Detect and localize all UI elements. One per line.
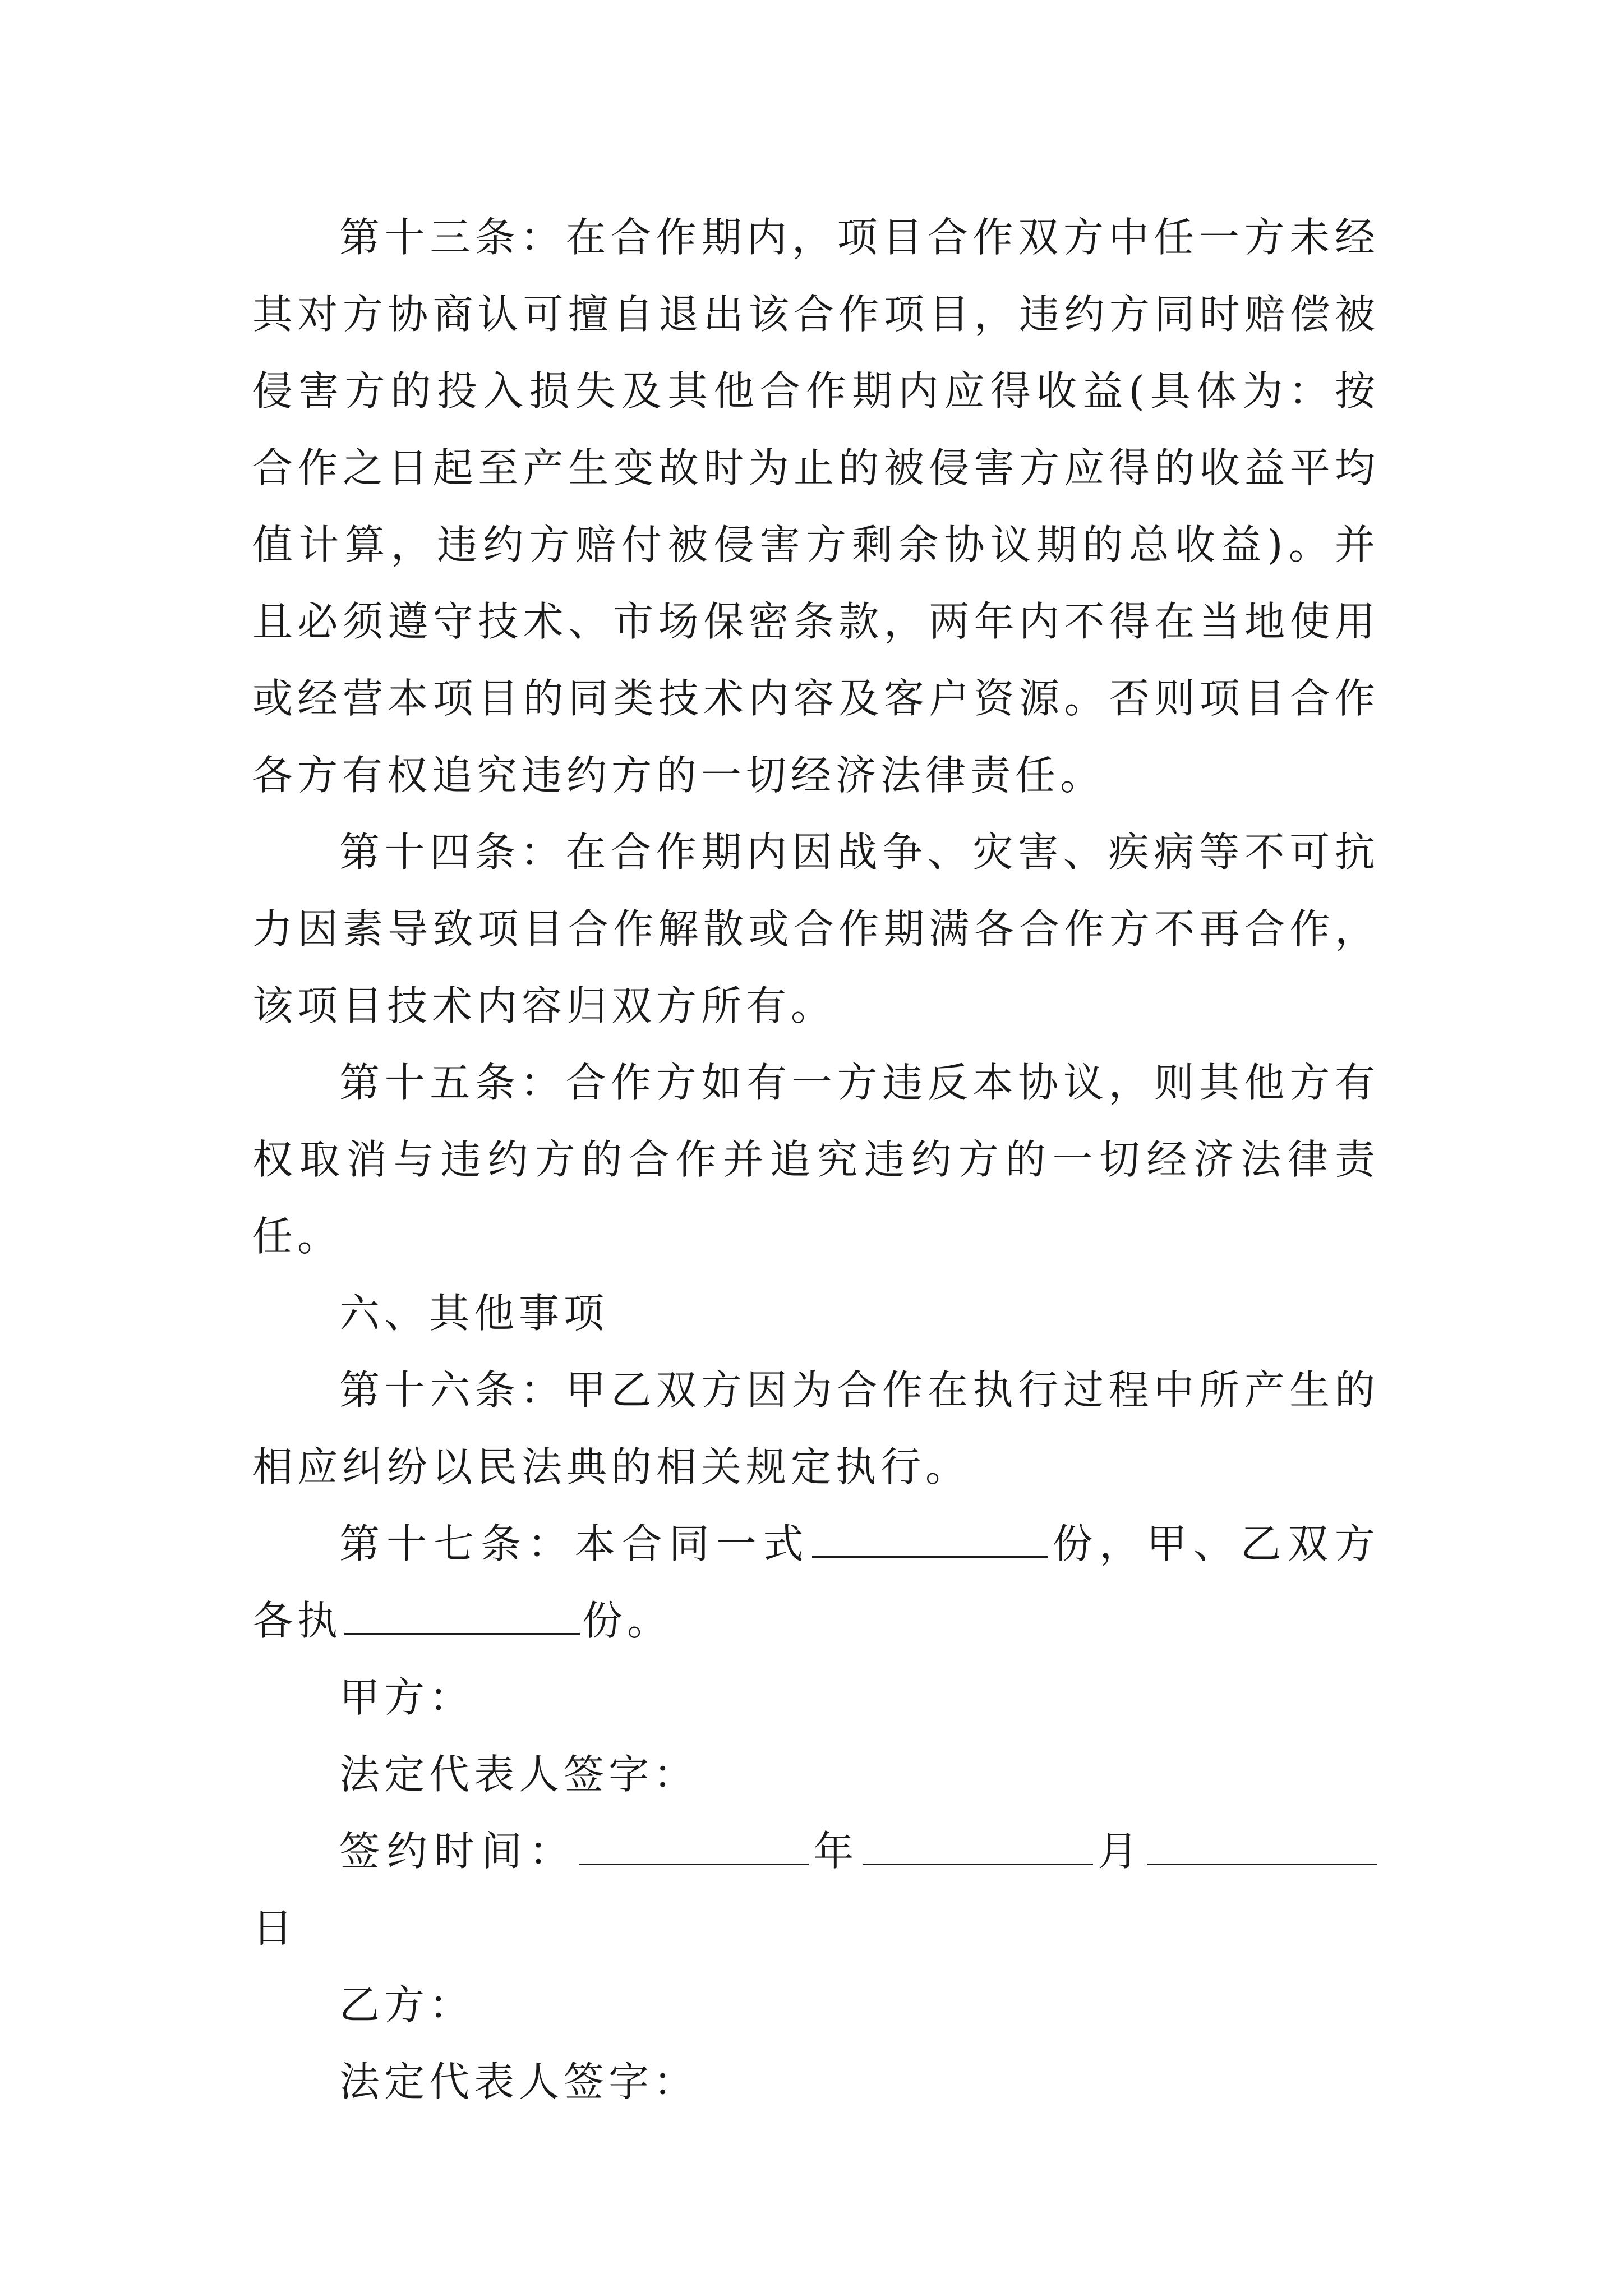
article-15: 第十五条：合作方如有一方违反本协议，则其他方有权取消与违约方的合作并追究违约方的一切经济法律责任。 (252, 1059, 1380, 1260)
article-17-text-1: 第十七条：本合同一式 (339, 1520, 810, 1567)
article-17-text-2: 份，甲、乙双方各执 (252, 1520, 1380, 1644)
article-17 (252, 1506, 1380, 1659)
party-a-representative-label: 法定代表人签字： (339, 1751, 699, 1798)
party-b-representative-label: 法定代表人签字： (339, 2058, 699, 2105)
document-page (252, 199, 1380, 2120)
month-blank[interactable] (863, 1830, 1093, 1865)
signing-date-line (252, 1813, 1380, 1967)
article-14: 第十四条：在合作期内因战争、灾害、疾病等不可抗力因素导致项目合作解散或合作期满各合作方不再合作，该项目技术内容归双方所有。 (252, 829, 1380, 1029)
day-blank[interactable] (1147, 1830, 1377, 1865)
article-16: 第十六条：甲乙双方因为合作在执行过程中所产生的相应纠纷以民法典的相关规定执行。 (252, 1366, 1380, 1490)
party-a-label: 甲方： (339, 1674, 474, 1721)
month-label: 月 (1095, 1828, 1145, 1875)
section-heading-other-matters: 六、其他事项 (339, 1290, 609, 1337)
article-13: 第十三条：在合作期内，项目合作双方中任一方未经其对方协商认可擅自退出该合作项目，违约方同时赔偿被侵害方的投入损失及其他合作期内应得收益(具体为：按合作之日起至产生变故时为止的被侵害方应得的收益平均值计算，违约方赔付被侵害方剩余协议期的总收益)。并且必须遵守技术、市场保密条款，两年内不得在当地使用或经营本项目的同类技术内容及客户资源。否则项目合作各方有权追究违约方的一切经济法律责任。 (252, 214, 1380, 799)
copies-each-blank[interactable] (344, 1599, 580, 1635)
article-17-text-3: 份。 (582, 1597, 672, 1644)
copies-total-blank[interactable] (812, 1522, 1048, 1558)
year-label: 年 (810, 1828, 861, 1875)
signing-time-label: 签约时间： (339, 1828, 577, 1875)
day-label: 日 (252, 1904, 298, 1952)
party-b-label: 乙方： (339, 1981, 474, 2028)
year-blank[interactable] (579, 1830, 809, 1865)
